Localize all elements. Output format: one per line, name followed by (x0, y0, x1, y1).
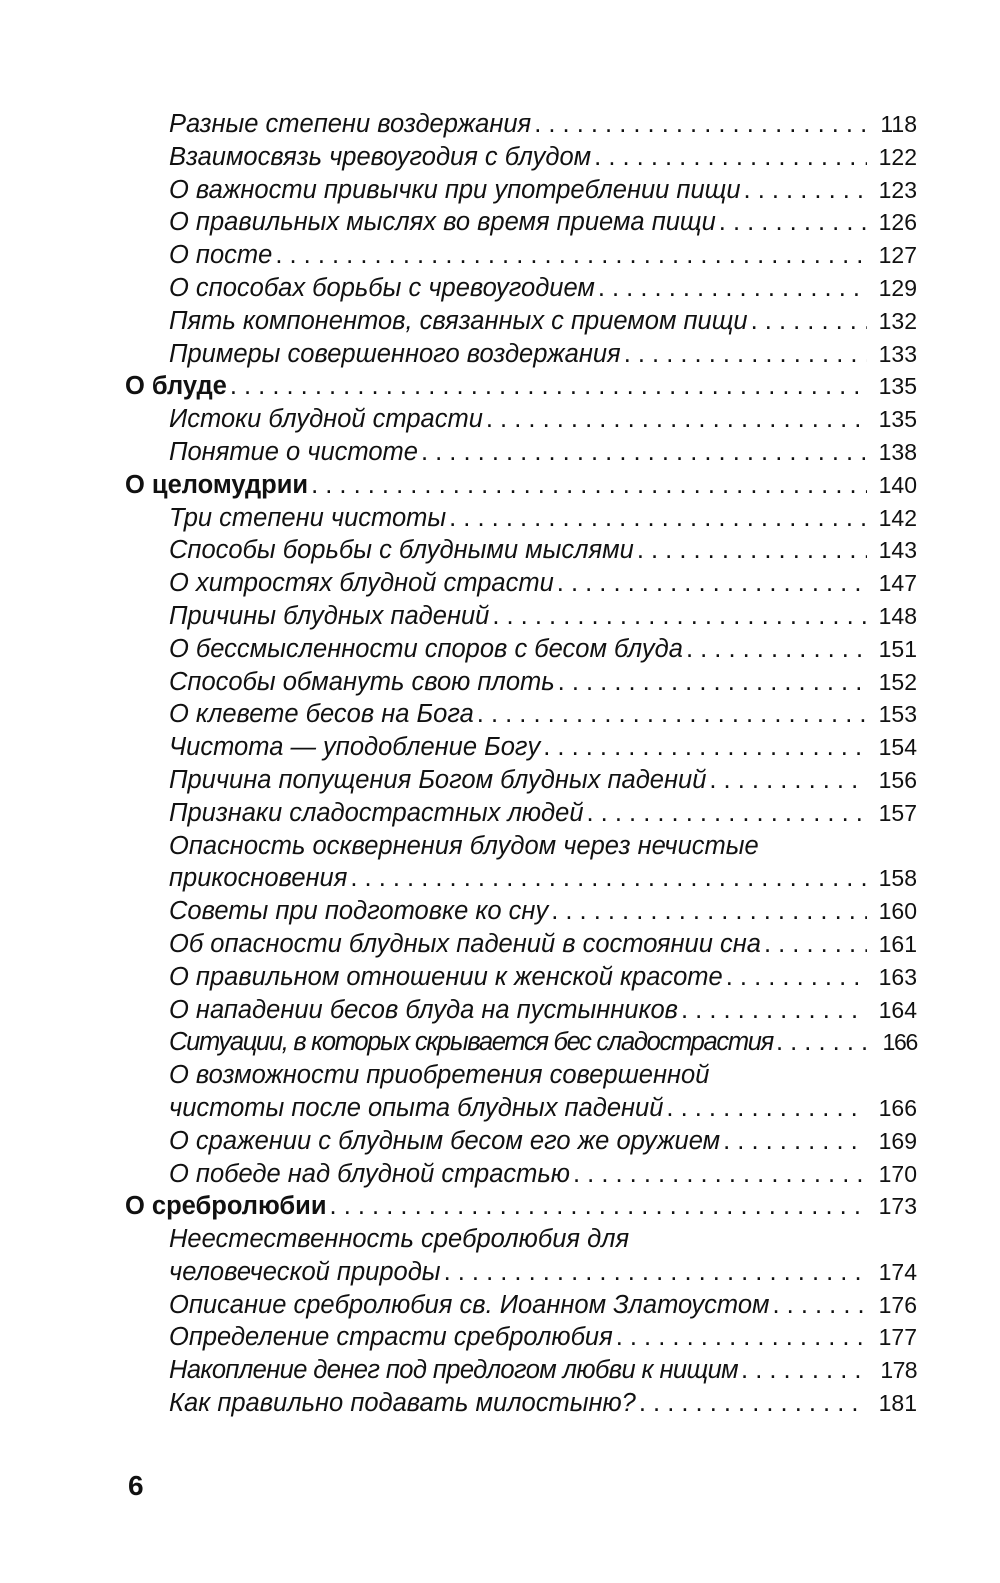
leader-dots (681, 994, 867, 1027)
toc-entry-page: 174 (878, 1258, 917, 1285)
toc-entry-page: 123 (878, 176, 917, 203)
toc-entry-title: О важности привычки при употреблении пищи (169, 175, 741, 204)
toc-entry-page: 176 (878, 1291, 917, 1318)
toc-entry-title: Как правильно подавать милостыню? (169, 1389, 636, 1418)
toc-entry-title: Определение страсти сребролюбия (169, 1323, 613, 1352)
toc-entry-title: О посте (169, 241, 273, 270)
toc-entry (125, 666, 917, 699)
toc-entry (125, 108, 917, 141)
toc-entry (125, 141, 917, 174)
toc-entry-page: 156 (878, 766, 917, 793)
toc-entry-page: 177 (878, 1324, 917, 1351)
toc-entry-page: 151 (878, 635, 917, 662)
toc-entry-page: 160 (878, 898, 917, 925)
leader-dots (587, 797, 867, 830)
toc-entry-page: 178 (880, 1357, 917, 1384)
toc-entry (125, 764, 917, 797)
toc-entry-title: О правильном отношении к женской красоте (169, 962, 723, 991)
toc-entry (125, 305, 917, 338)
leader-dots (624, 338, 867, 371)
leader-dots (744, 174, 867, 207)
toc-entry (125, 600, 917, 633)
toc-entry (125, 174, 917, 207)
leader-dots (751, 305, 867, 338)
toc-entry-page: 135 (878, 373, 917, 400)
toc-entry (125, 1125, 917, 1158)
toc-entry (125, 1092, 917, 1125)
leader-dots (686, 633, 867, 666)
toc-entry-title: Ситуации, в которых скрывается бес сладострастия (169, 1028, 773, 1057)
toc-entry (125, 994, 917, 1027)
leader-dots (311, 469, 867, 502)
toc-entry-page: 142 (878, 504, 917, 531)
leader-dots (741, 1354, 867, 1387)
toc-entry-title: О победе над блудной страстью (169, 1159, 570, 1188)
toc-entry-title: О нападении бесов блуда на пустынников (169, 995, 678, 1024)
toc-entry (125, 928, 917, 961)
toc-entry (125, 403, 917, 436)
toc-entry-title: О бессмысленности споров с бесом блуда (169, 634, 683, 663)
toc-entry (125, 239, 917, 272)
toc-entry-title: О хитростях блудной страсти (169, 569, 554, 598)
toc-entry-title: Признаки сладострастных людей (169, 798, 584, 827)
leader-dots (776, 1026, 867, 1059)
toc-entry-title: Об опасности блудных падений в состоянии сна (169, 929, 761, 958)
toc-entry-page: 127 (878, 242, 917, 269)
toc-entry-page: 158 (878, 865, 917, 892)
leader-dots (726, 961, 867, 994)
toc-entry-page: 135 (878, 406, 917, 433)
page-number: 6 (128, 1470, 144, 1501)
toc-entry (125, 534, 917, 567)
toc-entry-page: 126 (878, 209, 917, 236)
leader-dots (558, 666, 867, 699)
leader-dots (723, 1125, 867, 1158)
toc-entry (125, 206, 917, 239)
toc-entry-title: Способы борьбы с блудными мыслями (169, 536, 634, 565)
toc-entry-page: 153 (878, 701, 917, 728)
leader-dots (573, 1158, 867, 1191)
leader-dots (551, 895, 867, 928)
leader-dots (492, 600, 867, 633)
toc-entry-page: 161 (878, 930, 917, 957)
toc-entry-title: Описание сребролюбия св. Иоанном Златоустом (169, 1290, 770, 1319)
leader-dots (616, 1321, 867, 1354)
toc-entry-page: 170 (878, 1160, 917, 1187)
leader-dots (709, 764, 867, 797)
leader-dots (534, 108, 867, 141)
toc-entry-page: 140 (878, 471, 917, 498)
toc-entry-title: Разные степени воздержания (169, 110, 532, 138)
toc-entry-title: человеческой природы (169, 1257, 441, 1286)
toc-entry-page: 166 (878, 1094, 917, 1121)
toc-entry-title: Примеры совершенного воздержания (169, 339, 621, 368)
toc-entry-page: 181 (878, 1390, 917, 1417)
toc-entry-title: Причины блудных падений (169, 601, 490, 630)
toc-entry-title: Советы при подготовке ко сну (169, 897, 549, 926)
leader-dots (598, 272, 867, 305)
leader-dots (594, 141, 867, 174)
toc-chapter-title: О целомудрии (125, 470, 309, 499)
toc-entry-title-line1: О возможности приобретения совершенной (169, 1061, 710, 1090)
leader-dots (275, 239, 867, 272)
table-of-contents (125, 108, 917, 1420)
toc-entry-page: 164 (878, 996, 917, 1023)
toc-entry (125, 895, 917, 928)
toc-entry-page: 173 (878, 1193, 917, 1220)
leader-dots (637, 534, 867, 567)
toc-entry (125, 272, 917, 305)
leader-dots (230, 370, 867, 403)
toc-entry-page: 132 (878, 307, 917, 334)
toc-entry (125, 1158, 917, 1191)
toc-entry (125, 338, 917, 371)
leader-dots (449, 502, 867, 535)
toc-entry-page: 143 (878, 537, 917, 564)
toc-entry-page: 148 (878, 602, 917, 629)
leader-dots (773, 1289, 868, 1322)
leader-dots (719, 206, 867, 239)
toc-entry (125, 961, 917, 994)
toc-entry-title: прикосновения (169, 864, 348, 893)
toc-entry (125, 797, 917, 830)
toc-entry-title: Чистота — уподобление Богу (169, 733, 541, 762)
leader-dots (330, 1190, 867, 1223)
toc-entry (125, 1354, 917, 1387)
toc-entry-page: 129 (878, 274, 917, 301)
toc-entry (125, 1289, 917, 1322)
toc-entry-title: О способах борьбы с чревоугодием (169, 273, 595, 302)
toc-entry-page: 152 (878, 668, 917, 695)
toc-entry (125, 567, 917, 600)
toc-entry (125, 731, 917, 764)
toc-entry-page: 133 (878, 340, 917, 367)
leader-dots (543, 731, 867, 764)
leader-dots (444, 1256, 867, 1289)
toc-entry-title: Накопление денег под предлогом любви к нищим (169, 1356, 739, 1385)
toc-entry-title: О сражении с блудным бесом его же оружием (169, 1126, 721, 1155)
leader-dots (421, 436, 867, 469)
leader-dots (350, 862, 867, 895)
toc-entry-page: 154 (878, 734, 917, 761)
toc-entry-title: Три степени чистоты (169, 503, 447, 532)
toc-chapter-entry (125, 469, 917, 502)
toc-chapter-entry (125, 1190, 917, 1223)
leader-dots (477, 698, 867, 731)
toc-entry (125, 862, 917, 895)
toc-entry (125, 436, 917, 469)
toc-entry (125, 502, 917, 535)
toc-entry-title: Пять компонентов, связанных с приемом пищи (169, 306, 748, 335)
toc-entry-page: 166 (882, 1029, 917, 1056)
toc-entry-title: чистоты после опыта блудных падений (169, 1093, 664, 1122)
toc-entry (125, 1256, 917, 1289)
toc-entry-page: 169 (878, 1127, 917, 1154)
leader-dots (764, 928, 867, 961)
toc-entry-title: Способы обмануть свою плоть (169, 667, 555, 696)
toc-entry-page: 157 (878, 799, 917, 826)
toc-entry-title: О правильных мыслях во время приема пищи (169, 208, 716, 237)
toc-entry-page: 163 (878, 963, 917, 990)
toc-chapter-title: О сребролюбии (125, 1192, 327, 1221)
toc-entry-title: Истоки блудной страсти (169, 405, 483, 434)
toc-entry (125, 1387, 917, 1420)
toc-chapter-entry (125, 370, 917, 403)
toc-entry-title-line1: Неестественность сребролюбия для (169, 1225, 630, 1254)
toc-entry (125, 698, 917, 731)
toc-entry-page: 147 (878, 570, 917, 597)
toc-entry (125, 1026, 917, 1059)
toc-entry (125, 633, 917, 666)
leader-dots (666, 1092, 867, 1125)
leader-dots (557, 567, 867, 600)
toc-entry-page: 118 (880, 111, 917, 137)
toc-entry-page: 122 (878, 143, 917, 170)
toc-chapter-title: О блуде (125, 372, 227, 401)
toc-entry-title: Взаимосвязь чревоугодия с блудом (169, 142, 592, 171)
toc-entry-title: Причина попущения Богом блудных падений (169, 765, 707, 794)
toc-entry (125, 1321, 917, 1354)
leader-dots (486, 403, 867, 436)
toc-entry-title: Понятие о чистоте (169, 437, 418, 466)
toc-entry-title-line1: Опасность осквернения блудом через нечистые (169, 831, 759, 860)
toc-entry-page: 138 (878, 438, 917, 465)
leader-dots (639, 1387, 867, 1420)
toc-entry-title: О клевете бесов на Бога (169, 700, 474, 729)
